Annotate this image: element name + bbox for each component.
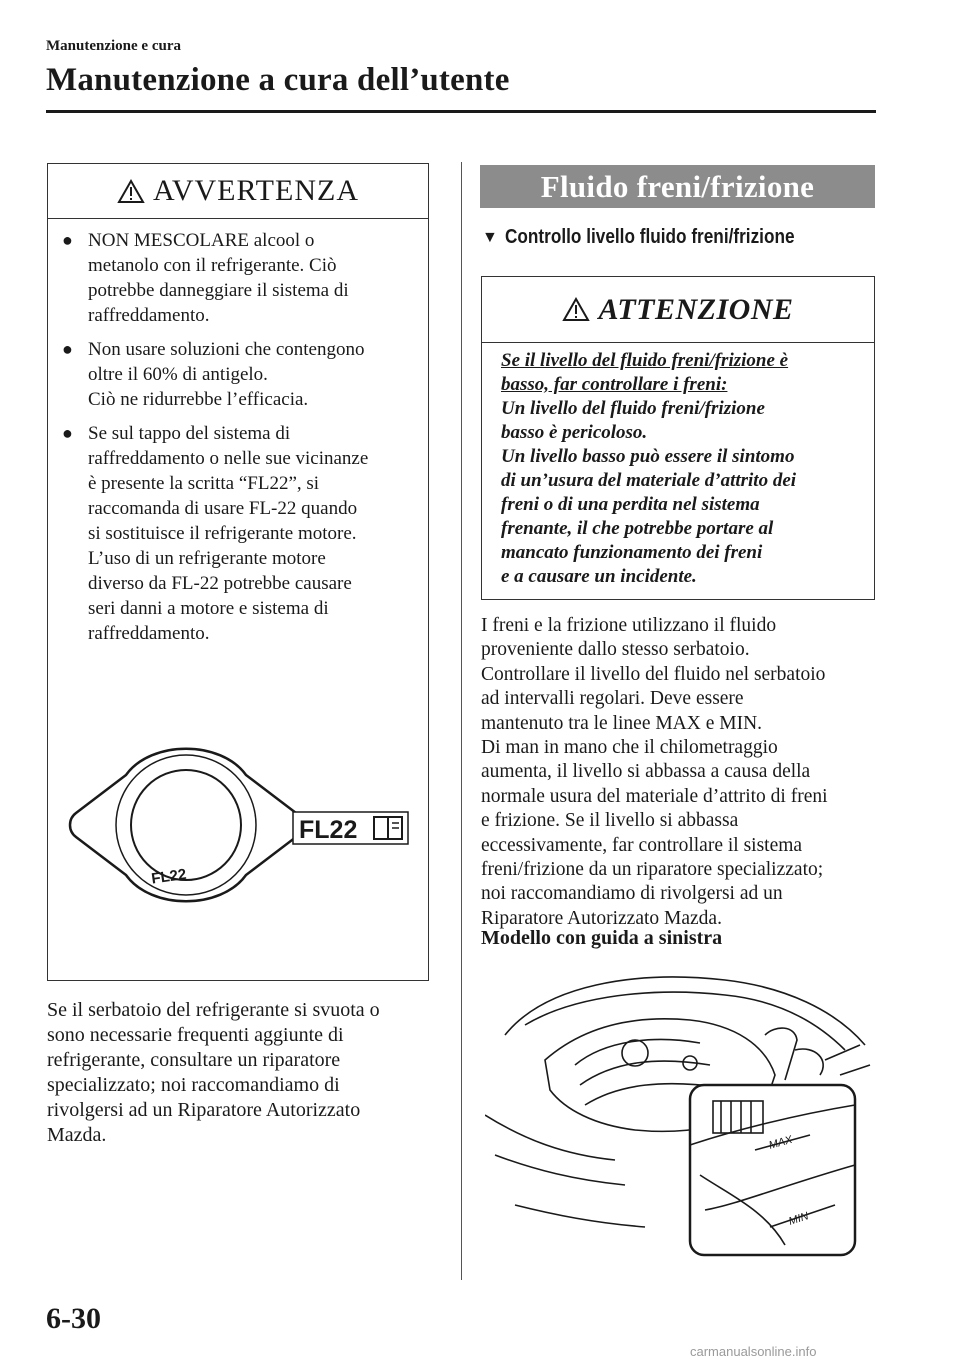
watermark: carmanualsonline.info — [690, 1344, 817, 1359]
section-title: Fluido freni/frizione — [540, 168, 815, 204]
list-item — [62, 421, 422, 646]
min-label: MIN — [787, 1210, 811, 1228]
section-banner — [480, 165, 875, 208]
page-number: 6-30 — [46, 1302, 101, 1335]
caution-box — [481, 276, 875, 600]
cap-text: FL22 — [150, 865, 188, 888]
coolant-paragraph: Se il serbatoio del refrigerante si svuota o sono necessarie frequenti aggiunte di refrigerante, consultare un riparatore specializzato; noi raccomandiamo di rivolgersi ad un Riparatore Autorizzato Mazda. — [47, 999, 380, 1146]
brake-fluid-paragraph: I freni e la frizione utilizzano il fluido proveniente dallo stesso serbatoio. Controllare il livello del fluido nel serbatoio ad intervalli regolari. Deve essere mantenuto tra le linee MAX e MIN. Di man in mano che il chilometraggio aumenta, il livello si abbassa a causa della normale usura del materiale d’attrito di freni e frizione. Se il livello si abbassa eccessivamente, far controllare il sistema freni/frizione da un riparatore specializzato; noi raccomandiamo di rivolgersi ad un Riparatore Autorizzato Mazda. — [481, 615, 828, 929]
list-item-text: Non usare soluzioni che contengono oltre il 60% di antigelo. Ciò ne ridurrebbe l’efficacia. — [88, 339, 365, 410]
caution-header — [482, 277, 874, 343]
warning-triangle-icon — [117, 179, 145, 204]
section-header: Manutenzione e cura — [46, 38, 181, 54]
list-item-text: Se sul tappo del sistema di raffreddamento o nelle sue vicinanze è presente la scritta “FL22”, si raccomanda di usare FL-22 quando si sostituisce il refrigerante motore. L’uso di un refrigerante motore diverso da FL-22 potrebbe causare seri danni a motore e sistema di raffreddamento. — [88, 423, 369, 644]
engine-bay-illustration — [485, 965, 875, 1260]
caution-text: Un livello del fluido freni/frizione basso è pericoloso. Un livello basso può essere il sintomo di un’usura del materiale d’attrito dei freni o di una perdita nel sistema frenante, il che potrebbe portare al mancato funzionamento dei freni e a causare un incidente. — [501, 398, 797, 587]
bullet-icon: ● — [62, 230, 73, 250]
column-divider — [461, 162, 462, 1280]
list-item — [62, 337, 422, 412]
fl22-label: FL22 — [299, 816, 358, 844]
bullet-icon: ● — [62, 339, 73, 359]
subheading — [482, 226, 877, 249]
list-item — [62, 228, 422, 328]
caution-underlined: Se il livello del fluido freni/frizione è basso, far controllare i freni: — [501, 350, 789, 395]
bullet-icon: ● — [62, 423, 73, 443]
subheading-text: Controllo livello fluido freni/frizione — [504, 226, 795, 248]
header-divider — [46, 110, 876, 113]
list-item-text: NON MESCOLARE alcool o metanolo con il refrigerante. Ciò potrebbe danneggiare il sistema di raffreddamento. — [88, 230, 349, 326]
triangle-down-icon: ▼ — [482, 228, 498, 246]
model-label: Modello con guida a sinistra — [481, 927, 723, 949]
page-title: Manutenzione a cura dell’utente — [46, 62, 510, 98]
warning-list — [62, 228, 422, 655]
max-label: MAX — [767, 1133, 794, 1152]
caution-body — [501, 349, 861, 589]
manual-book-icon — [374, 817, 402, 839]
caution-title: ATTENZIONE — [598, 292, 794, 326]
warning-header — [48, 164, 428, 219]
warning-title: AVVERTENZA — [153, 174, 359, 207]
warning-triangle-icon — [562, 297, 590, 322]
radiator-cap-illustration — [56, 735, 426, 905]
